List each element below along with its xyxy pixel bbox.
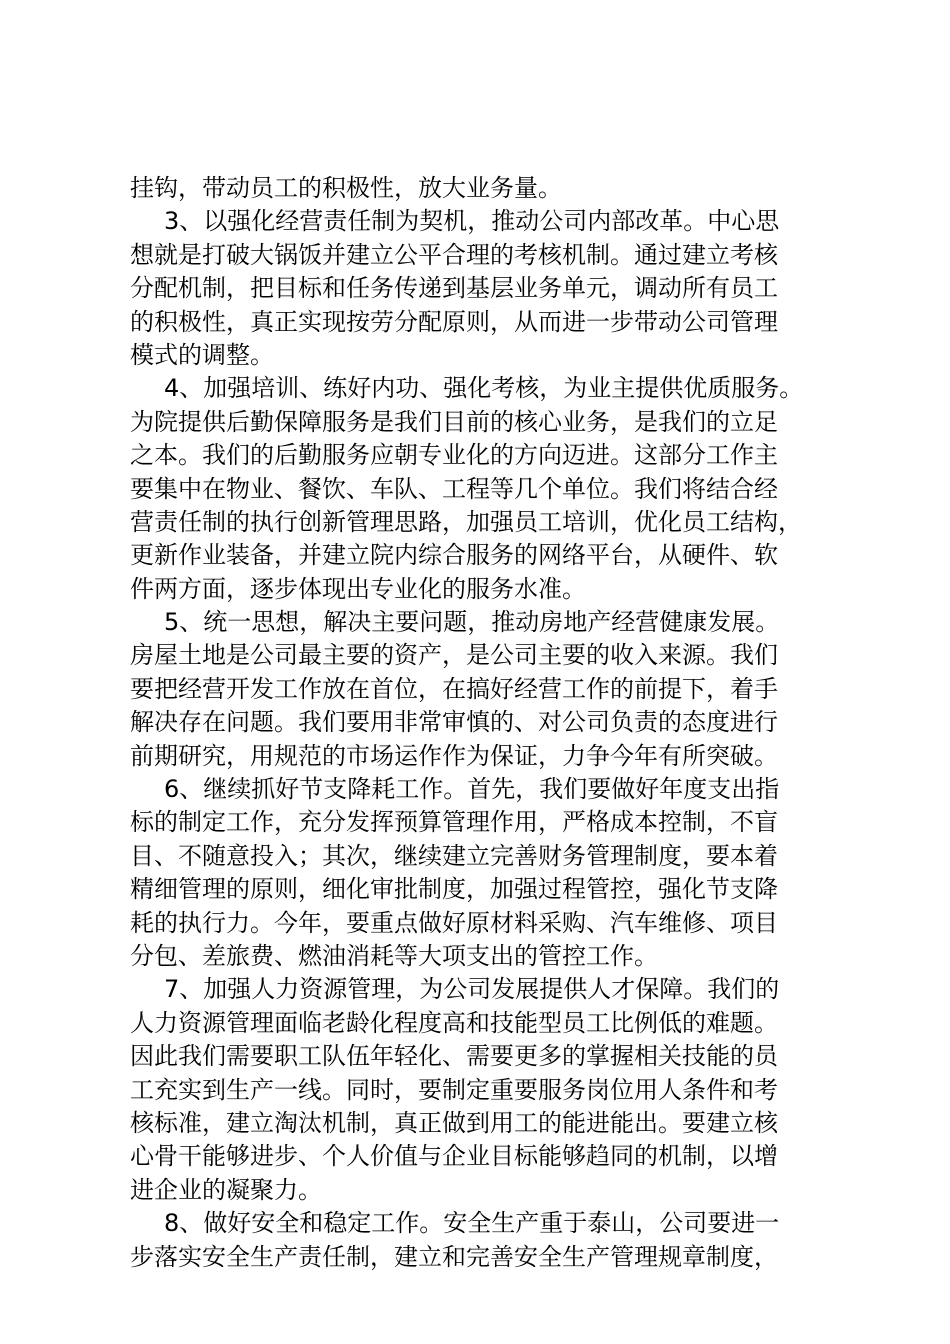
text-line: 要把经营开发工作放在首位，在搞好经营工作的前提下，着手 — [130, 674, 778, 703]
document-body — [130, 172, 820, 1274]
text-line: 房屋土地是公司最主要的资产，是公司主要的收入来源。我们 — [130, 641, 778, 670]
text-line: 精细管理的原则，细化审批制度，加强过程管控，强化节支降 — [130, 875, 778, 904]
text-line: 目、不随意投入；其次，继续建立完善财务管理制度，要本着 — [130, 841, 778, 870]
text-line: 分配机制，把目标和任务传递到基层业务单元，调动所有员工 — [130, 274, 778, 303]
text-line: 4、加强培训、练好内功、强化考核，为业主提供优质服务。 — [164, 374, 804, 403]
text-line: 3、以强化经营责任制为契机，推动公司内部改革。中心思 — [164, 207, 780, 236]
text-line: 标的制定工作，充分发挥预算管理作用，严格成本控制，不盲 — [130, 808, 778, 837]
text-line: 想就是打破大锅饭并建立公平合理的考核机制。通过建立考核 — [130, 240, 778, 269]
text-line: 耗的执行力。今年，要重点做好原材料采购、汽车维修、项目 — [130, 908, 778, 937]
text-line: 更新作业装备，并建立院内综合服务的网络平台，从硬件、软 — [130, 541, 778, 570]
text-line: 步落实安全生产责任制，建立和完善安全生产管理规章制度， — [130, 1242, 778, 1271]
text-line: 为院提供后勤保障服务是我们目前的核心业务，是我们的立足 — [130, 407, 778, 436]
text-line: 6、继续抓好节支降耗工作。首先，我们要做好年度支出指 — [164, 775, 780, 804]
text-line: 心骨干能够进步、个人价值与企业目标能够趋同的机制，以增 — [130, 1142, 778, 1171]
text-line: 因此我们需要职工队伍年轻化、需要更多的掌握相关技能的员 — [130, 1042, 778, 1071]
text-line: 分包、差旅费、燃油消耗等大项支出的管控工作。 — [130, 941, 658, 970]
text-line: 7、加强人力资源管理，为公司发展提供人才保障。我们的 — [164, 975, 780, 1004]
text-line: 进企业的凝聚力。 — [130, 1175, 322, 1204]
text-line: 5、统一思想，解决主要问题，推动房地产经营健康发展。 — [164, 608, 780, 637]
text-line: 核标准，建立淘汰机制，真正做到用工的能进能出。要建立核 — [130, 1108, 778, 1137]
text-line: 前期研究，用规范的市场运作作为保证，力争今年有所突破。 — [130, 741, 778, 770]
text-line: 8、做好安全和稳定工作。安全生产重于泰山，公司要进一 — [164, 1209, 780, 1238]
text-line: 件两方面，逐步体现出专业化的服务水准。 — [130, 574, 586, 603]
text-line: 工充实到生产一线。同时，要制定重要服务岗位用人条件和考 — [130, 1075, 778, 1104]
text-line: 要集中在物业、餐饮、车队、工程等几个单位。我们将结合经 — [130, 474, 778, 503]
text-line: 挂钩，带动员工的积极性，放大业务量。 — [130, 174, 562, 202]
text-line: 之本。我们的后勤服务应朝专业化的方向迈进。这部分工作主 — [130, 441, 778, 470]
text-line: 模式的调整。 — [130, 340, 274, 369]
text-line: 营责任制的执行创新管理思路，加强员工培训，优化员工结构， — [130, 507, 802, 536]
text-line: 的积极性，真正实现按劳分配原则，从而进一步带动公司管理 — [130, 307, 778, 336]
text-line: 解决存在问题。我们要用非常审慎的、对公司负责的态度进行 — [130, 708, 778, 737]
text-line: 人力资源管理面临老龄化程度高和技能型员工比例低的难题。 — [130, 1008, 778, 1037]
